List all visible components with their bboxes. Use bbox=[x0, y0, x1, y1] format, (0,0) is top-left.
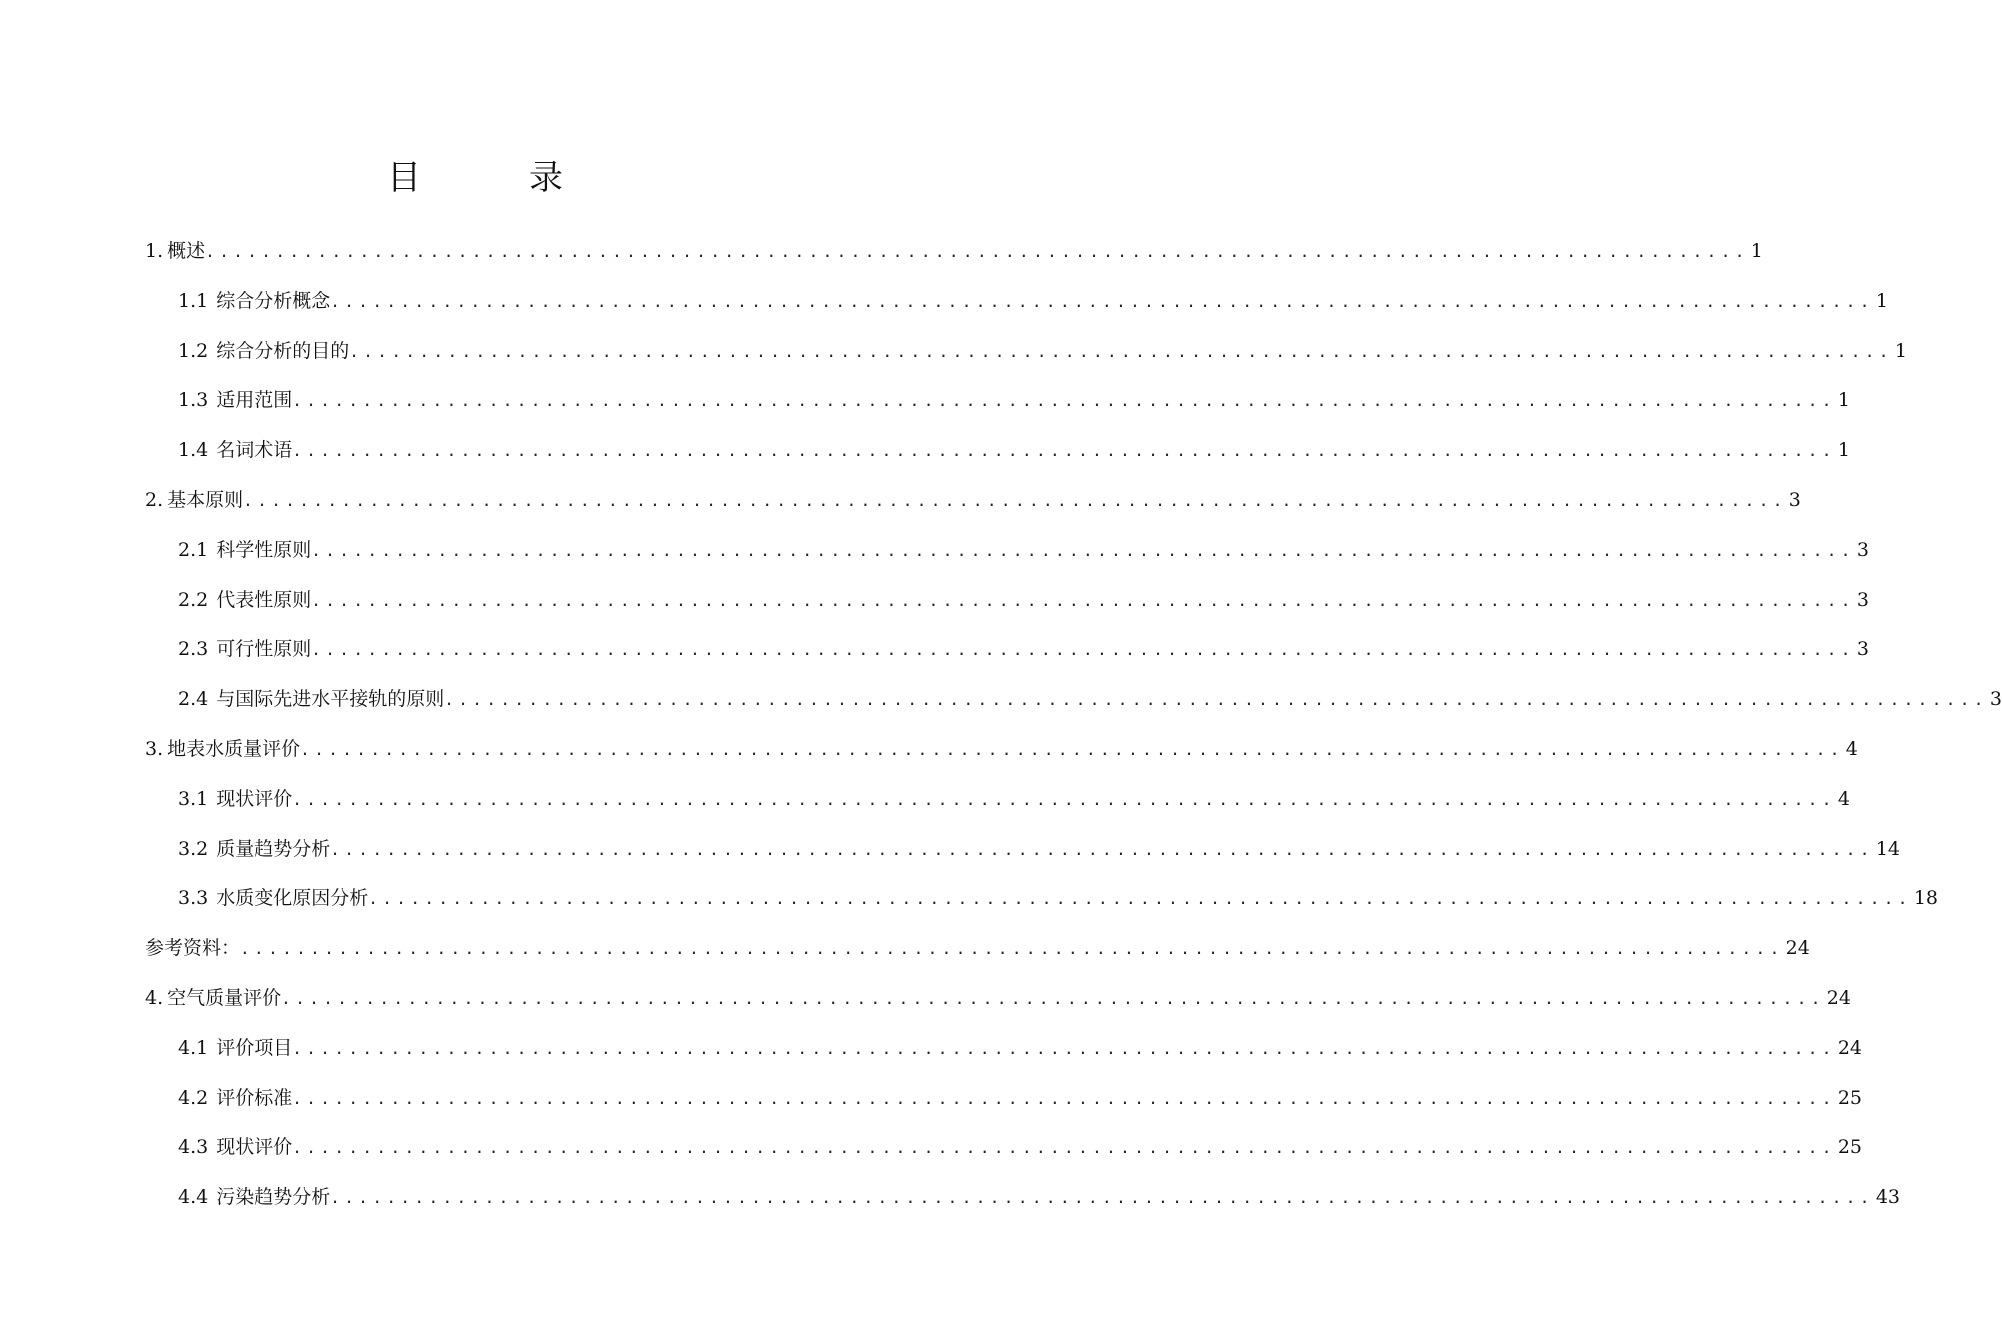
toc-entry-page-number: 1 bbox=[1894, 340, 1907, 362]
toc-entry-number: 1.1 bbox=[178, 290, 209, 312]
toc-entry-page-number: 3 bbox=[1856, 539, 1869, 561]
toc-entry-page-number: 24 bbox=[1837, 1037, 1863, 1059]
toc-entry-number: 1.4 bbox=[178, 439, 209, 461]
toc-title-char-2: 录 bbox=[529, 158, 563, 198]
toc-entry[interactable] bbox=[178, 684, 2002, 714]
toc-entry[interactable] bbox=[145, 236, 1763, 266]
toc-entry[interactable] bbox=[145, 933, 1810, 963]
toc-entry-label: 参考资料： bbox=[145, 937, 241, 959]
toc-entry-leader: .............................................................................................................. bbox=[205, 242, 1749, 261]
toc-entry-leader: .............................................................................................................. bbox=[300, 740, 1844, 759]
toc-entry-number: 4.2 bbox=[178, 1087, 209, 1109]
toc-entry-leader: .............................................................................................................. bbox=[444, 690, 1988, 709]
toc-entry-page-number: 24 bbox=[1785, 937, 1810, 959]
toc-entry-leader: .............................................................................................................. bbox=[281, 989, 1825, 1008]
toc-entry-page-number: 3 bbox=[1788, 489, 1801, 511]
toc-entry-leader: .............................................................................................................. bbox=[330, 840, 1874, 859]
toc-entry[interactable] bbox=[178, 634, 1869, 664]
toc-entry-leader: .............................................................................................................. bbox=[330, 292, 1874, 311]
toc-entry[interactable] bbox=[178, 385, 1850, 415]
toc-entry-page-number: 24 bbox=[1826, 987, 1851, 1009]
toc-entry-number: 2.4 bbox=[178, 688, 209, 710]
toc-entry-page-number: 25 bbox=[1837, 1087, 1863, 1109]
toc-entry-label: 代表性原则 bbox=[216, 589, 312, 611]
toc-entry-label: 现状评价 bbox=[216, 788, 293, 810]
toc-entry-leader: .............................................................................................................. bbox=[292, 1039, 1836, 1058]
toc-entry-leader: .............................................................................................................. bbox=[330, 1188, 1874, 1207]
toc-entry-number: 4.1 bbox=[178, 1037, 209, 1059]
toc-entry[interactable] bbox=[178, 784, 1850, 814]
toc-entry[interactable] bbox=[178, 883, 1939, 913]
toc-entry-label: 地表水质量评价 bbox=[167, 738, 301, 760]
toc-entry-page-number: 18 bbox=[1913, 887, 1939, 909]
toc-entry-number: 4.4 bbox=[178, 1186, 209, 1208]
toc-entry-leader: .............................................................................................................. bbox=[368, 889, 1912, 908]
toc-entry-number: 3.3 bbox=[178, 887, 209, 909]
toc-entry-number: 3.1 bbox=[178, 788, 209, 810]
toc-entry-page-number: 25 bbox=[1837, 1136, 1863, 1158]
toc-entry-label: 名词术语 bbox=[216, 439, 293, 461]
toc-entry[interactable] bbox=[145, 734, 1858, 764]
toc-entry-label: 与国际先进水平接轨的原则 bbox=[216, 688, 445, 710]
toc-entry-number: 3. bbox=[145, 738, 164, 760]
toc-entry[interactable] bbox=[178, 585, 1869, 615]
toc-title-char-1: 目 bbox=[387, 158, 421, 198]
toc-entry[interactable] bbox=[145, 485, 1801, 515]
toc-entry-number: 2.1 bbox=[178, 539, 209, 561]
toc-entry-number: 1.3 bbox=[178, 389, 209, 411]
toc-entry-page-number: 43 bbox=[1875, 1186, 1901, 1208]
toc-entry-number: 3.2 bbox=[178, 838, 209, 860]
toc-entry[interactable] bbox=[178, 336, 1907, 366]
toc-entry-page-number: 1 bbox=[1837, 389, 1850, 411]
toc-entry-leader: .............................................................................................................. bbox=[292, 1138, 1836, 1157]
toc-entry-number: 2.2 bbox=[178, 589, 209, 611]
toc-entry-page-number: 14 bbox=[1875, 838, 1901, 860]
toc-entry-number: 2. bbox=[145, 489, 164, 511]
toc-entry-label: 空气质量评价 bbox=[167, 987, 282, 1009]
toc-entry-label: 概述 bbox=[167, 240, 206, 262]
toc-entry-label: 质量趋势分析 bbox=[216, 838, 331, 860]
toc-entry-number: 4. bbox=[145, 987, 164, 1009]
toc-entry-leader: .............................................................................................................. bbox=[349, 342, 1893, 361]
toc-entry-page-number: 4 bbox=[1845, 738, 1858, 760]
toc-entry-page-number: 1 bbox=[1837, 439, 1850, 461]
toc-entry[interactable] bbox=[178, 1033, 1863, 1063]
toc-entry-page-number: 1 bbox=[1750, 240, 1763, 262]
toc-entry-page-number: 3 bbox=[1856, 589, 1869, 611]
toc-entry-page-number: 3 bbox=[1989, 688, 2002, 710]
toc-entry-page-number: 4 bbox=[1837, 788, 1850, 810]
toc-entry-number: 2.3 bbox=[178, 638, 209, 660]
toc-entry-leader: .............................................................................................................. bbox=[311, 591, 1855, 610]
toc-entry[interactable] bbox=[178, 535, 1869, 565]
toc-entry[interactable] bbox=[178, 1083, 1863, 1113]
toc-entry-leader: .............................................................................................................. bbox=[292, 1089, 1836, 1108]
toc-entry-page-number: 3 bbox=[1856, 638, 1869, 660]
toc-entry[interactable] bbox=[145, 983, 1851, 1013]
toc-entry-page-number: 1 bbox=[1875, 290, 1888, 312]
toc-entry-number: 1. bbox=[145, 240, 164, 262]
toc-entry-leader: .............................................................................................................. bbox=[240, 939, 1784, 958]
toc-entry-leader: .............................................................................................................. bbox=[292, 391, 1836, 410]
toc-entry-leader: .............................................................................................................. bbox=[311, 640, 1855, 659]
toc-entry-label: 评价标准 bbox=[216, 1087, 293, 1109]
toc-entry[interactable] bbox=[178, 435, 1850, 465]
toc-entry-label: 基本原则 bbox=[167, 489, 244, 511]
toc-entry[interactable] bbox=[178, 1132, 1863, 1162]
toc-entry-label: 现状评价 bbox=[216, 1136, 293, 1158]
toc-entry-leader: .............................................................................................................. bbox=[292, 441, 1836, 460]
toc-entry-label: 适用范围 bbox=[216, 389, 293, 411]
toc-entry-leader: .............................................................................................................. bbox=[292, 790, 1836, 809]
toc-entry-label: 水质变化原因分析 bbox=[216, 887, 369, 909]
toc-entry-number: 4.3 bbox=[178, 1136, 209, 1158]
toc-entry-leader: .............................................................................................................. bbox=[243, 491, 1787, 510]
toc-entry-number: 1.2 bbox=[178, 340, 209, 362]
toc-entry-label: 科学性原则 bbox=[216, 539, 312, 561]
toc-entry-label: 污染趋势分析 bbox=[216, 1186, 331, 1208]
toc-entry-label: 评价项目 bbox=[216, 1037, 293, 1059]
toc-entry-label: 综合分析概念 bbox=[216, 290, 331, 312]
toc-entry-leader: .............................................................................................................. bbox=[311, 541, 1855, 560]
toc-entry[interactable] bbox=[178, 286, 1888, 316]
toc-entry-label: 综合分析的目的 bbox=[216, 340, 350, 362]
toc-entry[interactable] bbox=[178, 1182, 1901, 1212]
toc-entry-label: 可行性原则 bbox=[216, 638, 312, 660]
toc-entry[interactable] bbox=[178, 834, 1901, 864]
